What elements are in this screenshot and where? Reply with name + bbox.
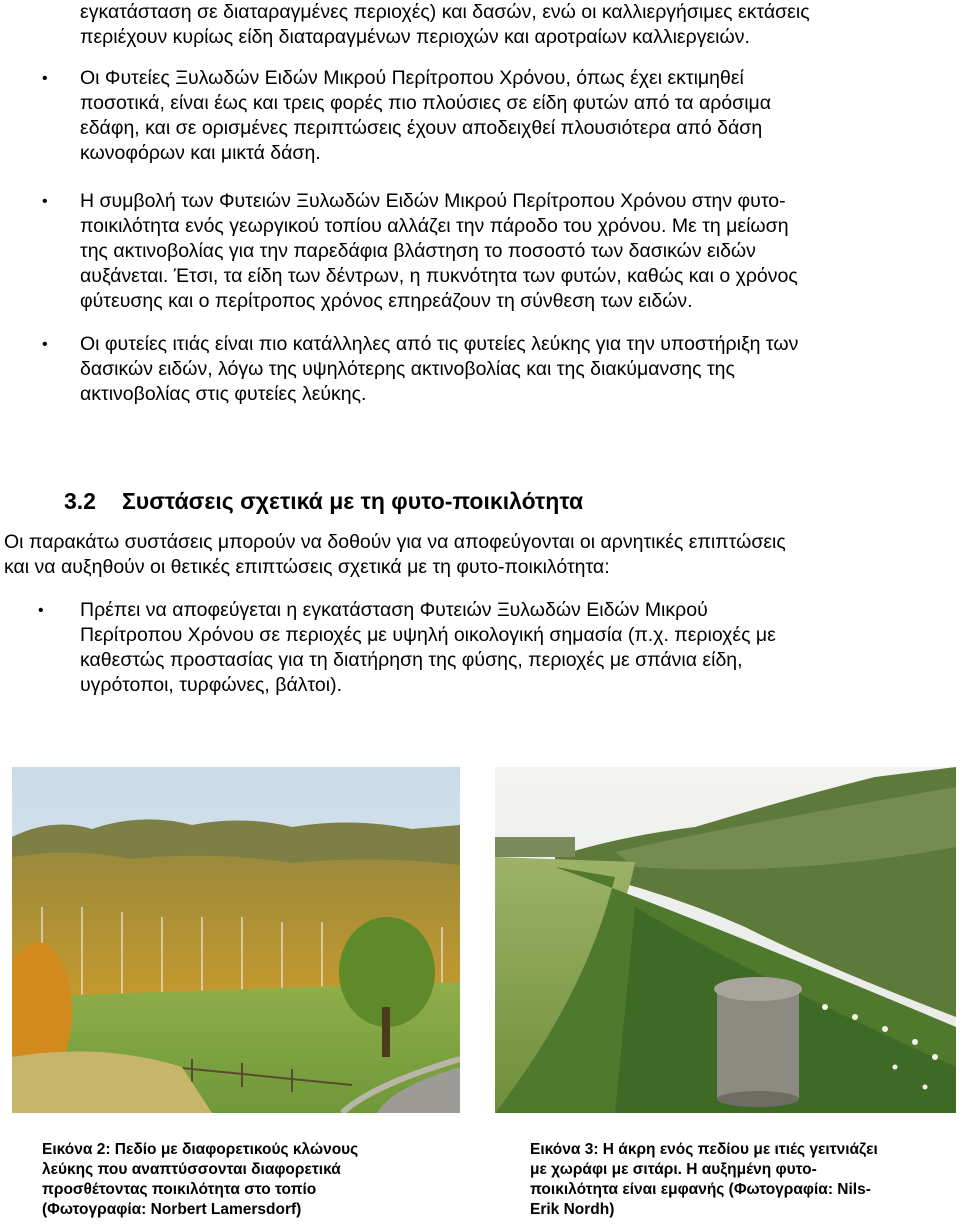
caption-line: με χωράφι με σιτάρι. Η αυξημένη φυτο- xyxy=(530,1161,817,1178)
recommendation-line: Περίτροπου Χρόνου σε περιοχές με υψηλή οικολογική σημασία (π.χ. περιοχές με xyxy=(80,624,776,646)
bullet-line: αυξάνεται. Έτσι, τα είδη των δέντρων, η πυκνότητα των φυτών, καθώς και ο χρόνος xyxy=(80,265,798,287)
intro-line: περιέχουν κυρίως είδη διαταραγμένων περιοχών και αροτραίων καλλιεργειών. xyxy=(80,26,750,48)
bullet-line: ποσοτικά, είναι έως και τρεις φορές πιο πλούσιες σε είδη φυτών από τα αρόσιμα xyxy=(80,92,772,114)
recommendation-line: υγρότοποι, τυρφώνες, βάλτοι). xyxy=(80,674,343,696)
caption-line: Εικόνα 3: Η άκρη ενός πεδίου με ιτιές γειτνιάζει xyxy=(530,1141,878,1158)
caption-line: ποικιλότητα είναι εμφανής (Φωτογραφία: Nils- xyxy=(530,1181,871,1198)
section-intro-line: και να αυξηθούν οι θετικές επιπτώσεις σχετικά με τη φυτο-ποικιλότητα: xyxy=(4,556,610,578)
recommendation-line: Πρέπει να αποφεύγεται η εγκατάσταση Φυτειών Ξυλωδών Ειδών Μικρού xyxy=(80,599,708,621)
bullet-line: Οι φυτείες ιτιάς είναι πιο κατάλληλες από τις φυτείες λεύκης για την υποστήριξη των xyxy=(80,333,799,355)
bullet-line: φύτευσης και ο περίτροπος χρόνος επηρεάζουν τη σύνθεση των ειδών. xyxy=(80,290,693,312)
figure-3-caption xyxy=(530,1140,958,1220)
bullet-marker: • xyxy=(42,336,48,353)
bullet-line: ακτινοβολίας στις φυτείες λεύκης. xyxy=(80,383,367,405)
bullet-marker: • xyxy=(42,70,48,87)
bullet-line: ποικιλότητα ενός γεωργικού τοπίου αλλάζει την πάροδο του χρόνου. Με τη μείωση xyxy=(80,215,789,237)
bullet-line: της ακτινοβολίας για την παρεδάφια βλάστηση το ποσοστό των δασικών ειδών xyxy=(80,240,756,262)
bullet-line: κωνοφόρων και μικτά δάση. xyxy=(80,142,321,164)
bullet-paragraph-3 xyxy=(80,332,954,407)
section-number: 3.2 xyxy=(64,488,96,514)
figure-2-caption xyxy=(42,1140,452,1220)
bullet-paragraph-2 xyxy=(80,189,954,314)
section-intro-paragraph xyxy=(4,530,954,580)
willow-edge-photo xyxy=(495,767,956,1113)
caption-line: (Φωτογραφία: Norbert Lamersdorf) xyxy=(42,1201,302,1218)
bullet-paragraph-1 xyxy=(80,66,954,166)
intro-line: εγκατάσταση σε διαταραγμένες περιοχές) και δασών, ενώ οι καλλιεργήσιμες εκτάσεις xyxy=(80,1,810,23)
bullet-line: Η συμβολή των Φυτειών Ξυλωδών Ειδών Μικρού Περίτροπου Χρόνου στην φυτο- xyxy=(80,190,786,212)
bullet-marker: • xyxy=(38,602,44,619)
bullet-marker: • xyxy=(42,193,48,210)
poplar-field-photo xyxy=(12,767,460,1113)
recommendation-line: καθεστώς προστασίας για τη διατήρηση της φύσης, περιοχές με σπάνια είδη, xyxy=(80,649,743,671)
bullet-line: εδάφη, και σε ορισμένες περιπτώσεις έχουν αποδειχθεί πλουσιότερα από δάση xyxy=(80,117,763,139)
caption-line: λεύκης που αναπτύσσονται διαφορετικά xyxy=(42,1161,341,1178)
bullet-line: Οι Φυτείες Ξυλωδών Ειδών Μικρού Περίτροπου Χρόνου, όπως έχει εκτιμηθεί xyxy=(80,67,744,89)
section-intro-line: Οι παρακάτω συστάσεις μπορούν να δοθούν για να αποφεύγονται οι αρνητικές επιπτώσεις xyxy=(4,531,786,553)
section-heading xyxy=(64,486,944,516)
intro-paragraph xyxy=(80,0,954,50)
recommendation-paragraph xyxy=(80,598,954,698)
bullet-line: δασικών ειδών, λόγω της υψηλότερης ακτινοβολίας και της διακύμανσης της xyxy=(80,358,735,380)
caption-line: Erik Nordh) xyxy=(530,1201,615,1218)
section-title: Συστάσεις σχετικά με τη φυτο-ποικιλότητα xyxy=(122,488,584,514)
caption-line: προσθέτοντας ποικιλότητα στο τοπίο xyxy=(42,1181,317,1198)
caption-line: Εικόνα 2: Πεδίο με διαφορετικούς κλώνους xyxy=(42,1141,359,1158)
